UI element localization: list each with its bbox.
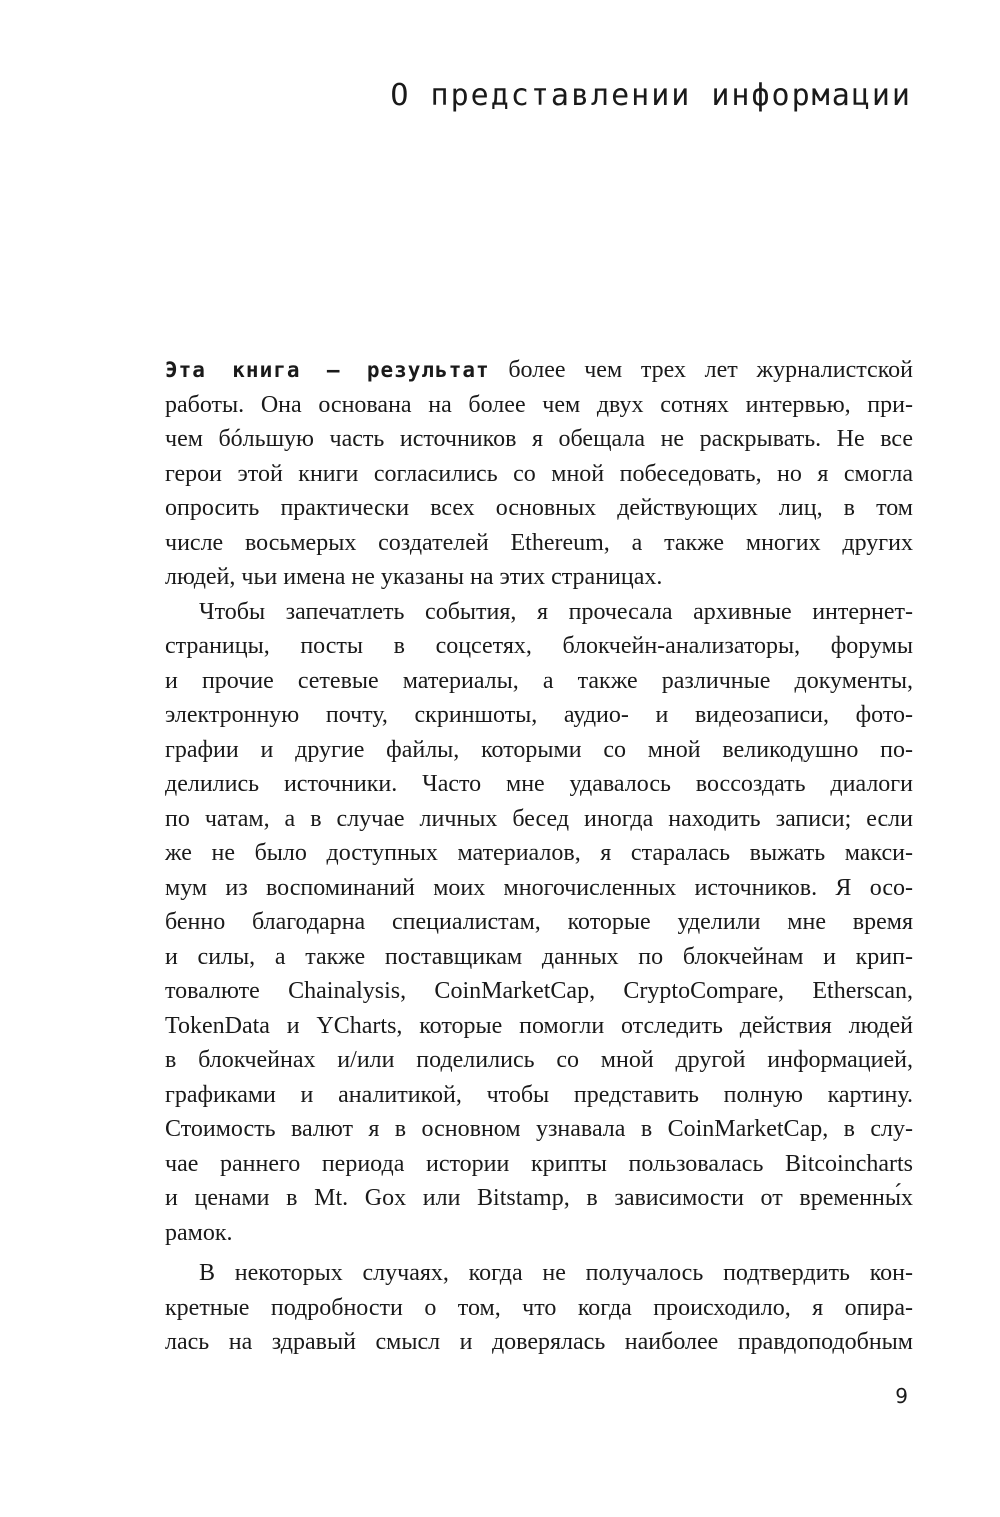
text-line: бенно благодарна специалистам, которые уделили мне время — [165, 909, 913, 935]
text-line: лась на здравый смысл и доверялась наиболее правдоподобным — [165, 1329, 913, 1355]
text-line: Стоимость валют я в основном узнавала в CoinMarketCap, в слу- — [165, 1116, 913, 1142]
text-line: графиками и аналитикой, чтобы представить полную картину. — [165, 1081, 913, 1108]
text-line: чем бóльшую часть источников я обещала не раскрывать. Не все — [165, 426, 913, 452]
text-line: по чатам, а в случае личных бесед иногда находить записи; если — [165, 805, 913, 832]
text-line-content: более чем трех лет журналистской — [489, 357, 913, 383]
text-line: Чтобы запечатлеть события, я прочесала архивные интернет- — [199, 598, 913, 625]
text-line: в блокчейнах и/или поделились со мной другой информацией, — [165, 1047, 913, 1073]
text-line: же не было доступных материалов, я старалась выжать макси- — [165, 840, 913, 866]
text-line: и силы, а также поставщикам данных по блокчейнам и крип- — [165, 943, 913, 970]
page-number: 9 — [895, 1384, 908, 1408]
text-line: делились источники. Часто мне удавалось воссоздать диалоги — [165, 771, 913, 797]
text-line: графии и другие файлы, которыми со мной великодушно по- — [165, 736, 913, 763]
text-line: электронную почту, скриншоты, аудио- и видеозаписи, фото- — [165, 702, 913, 728]
text-line: и прочие сетевые материалы, а также различные документы, — [165, 667, 913, 694]
text-line: страницы, посты в соцсетях, блокчейн-анализаторы, форумы — [165, 633, 913, 659]
text-line: числе восьмерых создателей Ethereum, а также многих других — [165, 529, 913, 556]
text-line: рамок. — [165, 1219, 233, 1246]
text-line — [165, 353, 913, 388]
text-line: чае раннего периода истории крипты пользовалась Bitcoincharts — [165, 1150, 913, 1177]
text-line: TokenData и YCharts, которые помогли отследить действия людей — [165, 1012, 913, 1039]
chapter-title: О представлении информации — [390, 78, 912, 113]
text-line: герои этой книги согласились со мной побеседовать, но я смогла — [165, 460, 913, 487]
body-text — [165, 353, 913, 1360]
text-line: товалюте Chainalysis, CoinMarketCap, CryptoCompare, Etherscan, — [165, 978, 913, 1004]
text-line: В некоторых случаях, когда не получалось подтвердить кон- — [199, 1260, 913, 1286]
text-line: кретные подробности о том, что когда происходило, я опира- — [165, 1294, 913, 1321]
text-line: и ценами в Mt. Gox или Bitstamp, в зависимости от временны́х — [165, 1185, 913, 1211]
text-line: опросить практически всех основных действующих лиц, в том — [165, 495, 913, 521]
text-line: работы. Она основана на более чем двух сотнях интервью, при- — [165, 391, 913, 418]
lead-phrase: Эта книга – результат — [165, 358, 490, 382]
text-line: людей, чьи имена не указаны на этих страницах. — [165, 564, 663, 590]
text-line: мум из воспоминаний моих многочисленных источников. Я осо- — [165, 874, 913, 901]
